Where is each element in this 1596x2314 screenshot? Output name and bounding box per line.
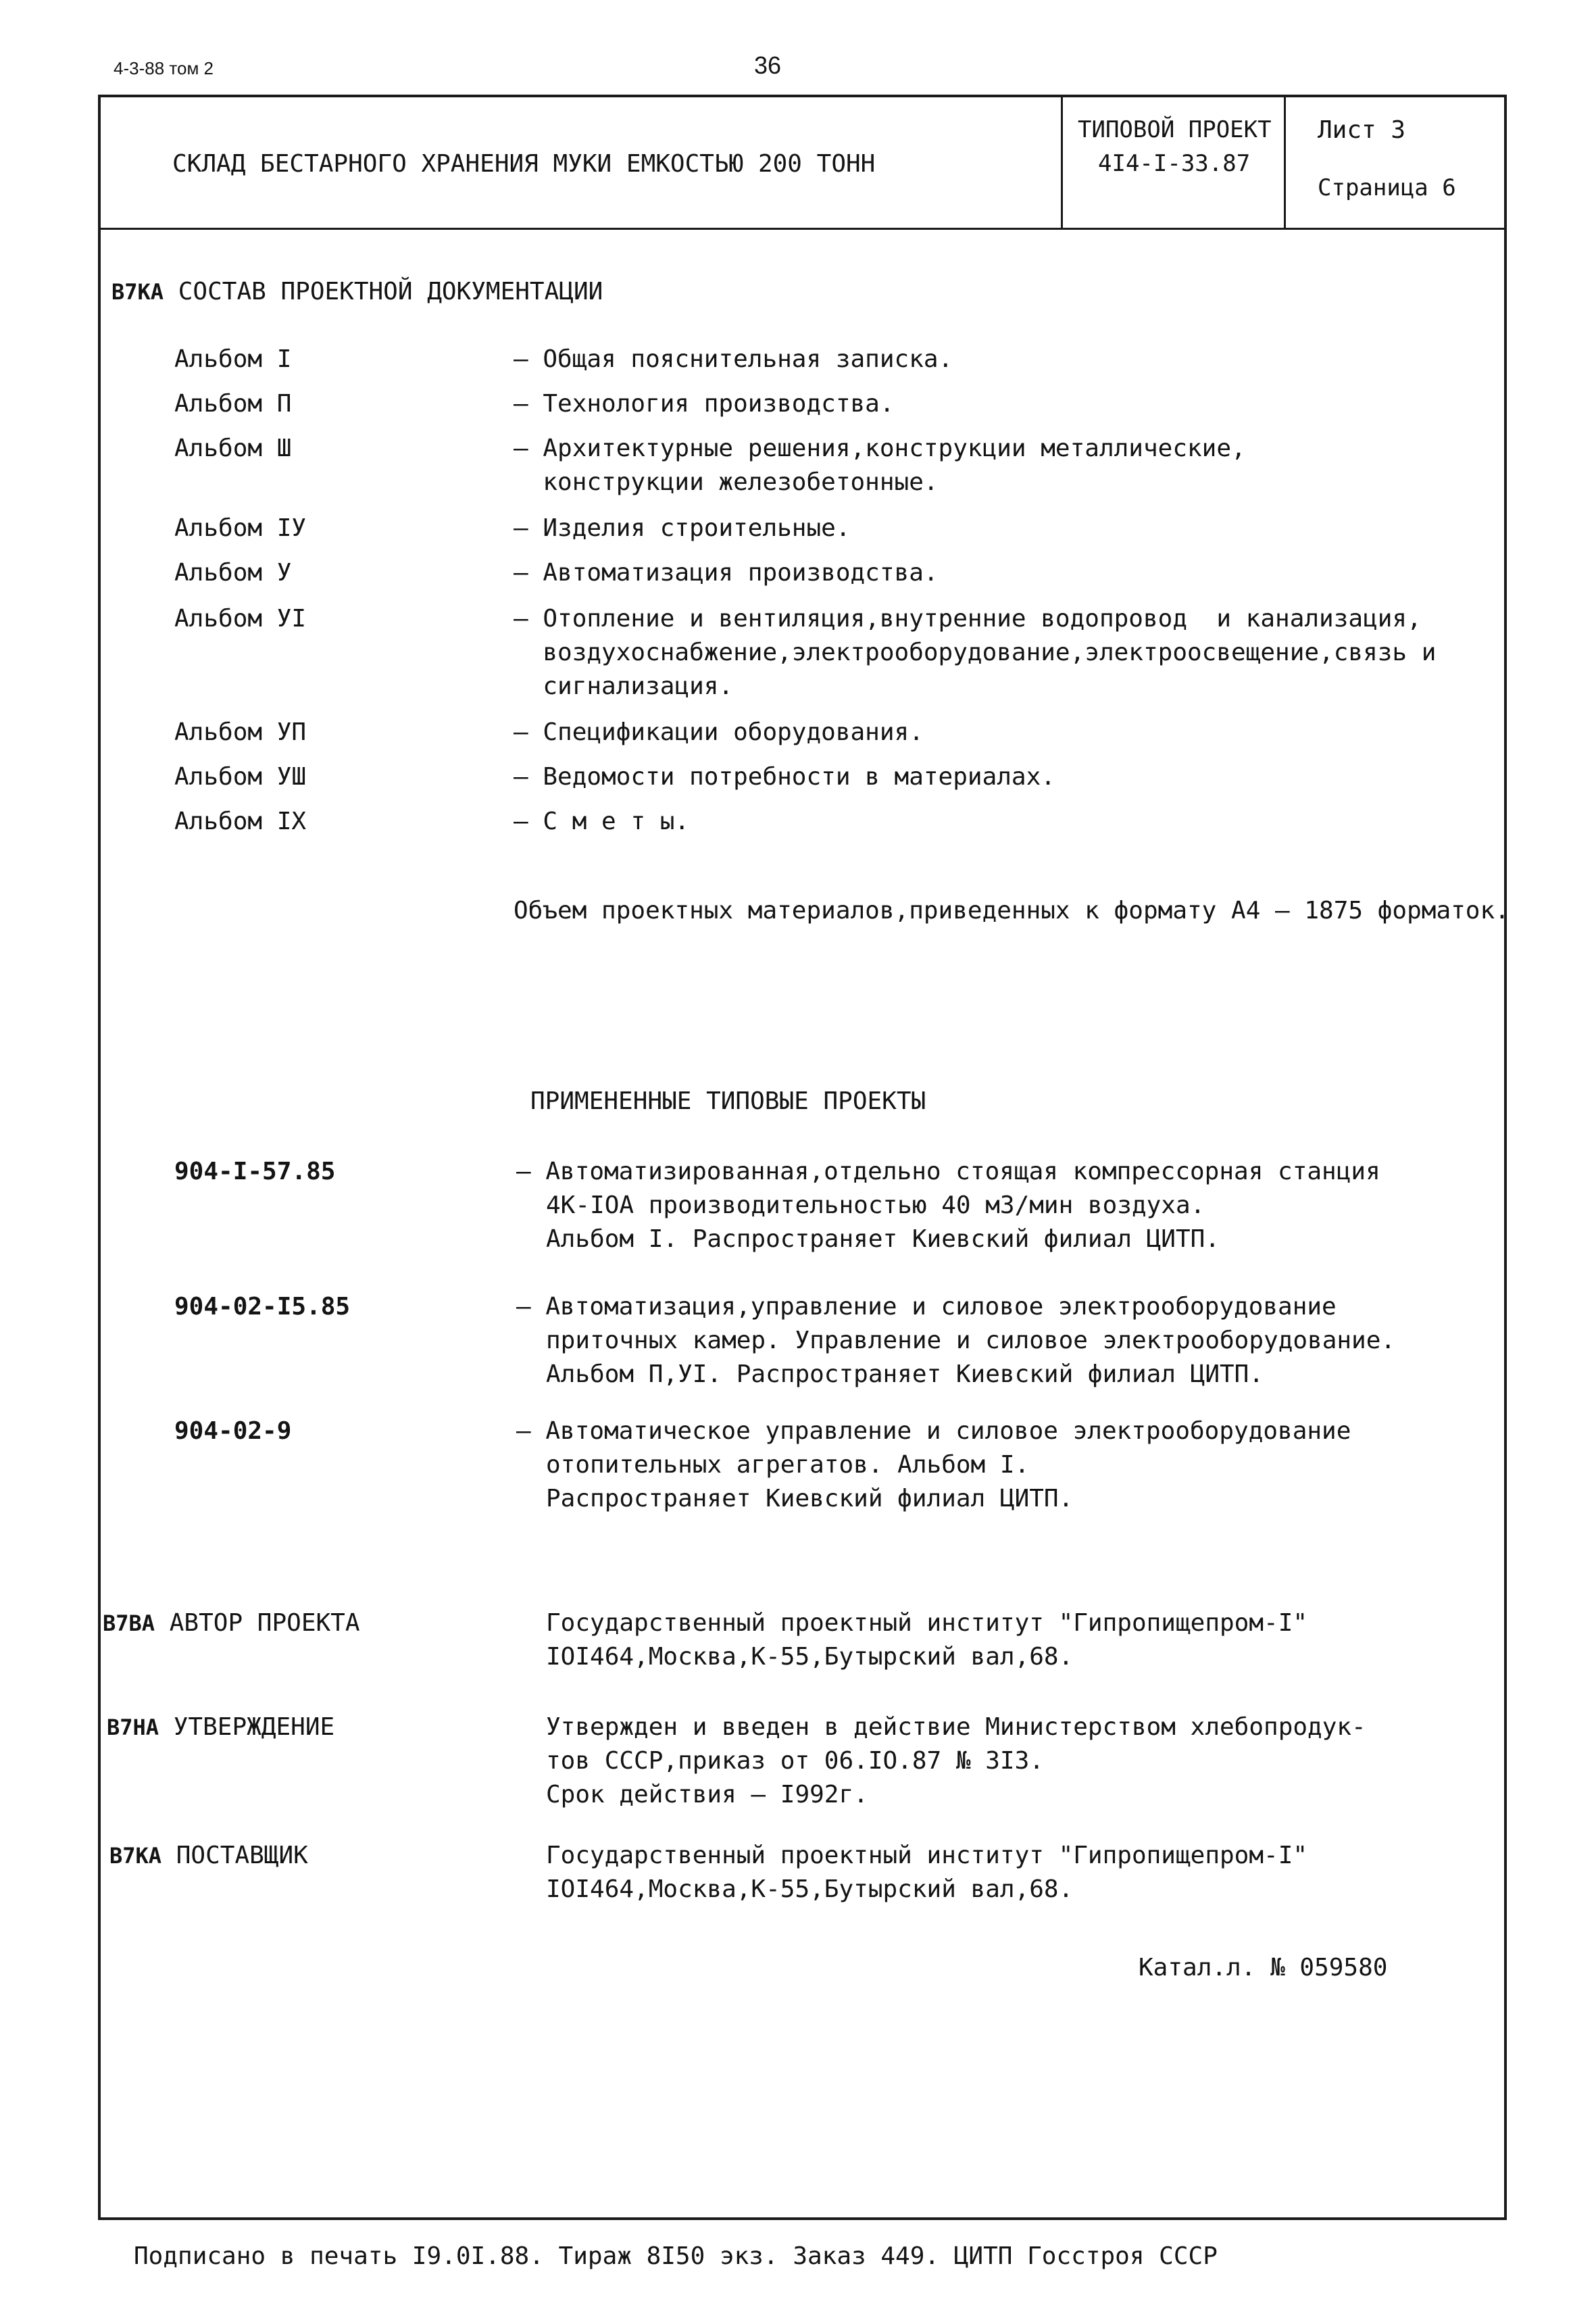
album-name: Альбом УI	[174, 605, 307, 633]
project-description: Альбом I. Распространяет Киевский филиал ЦИТП.	[546, 1225, 1220, 1253]
album-name: Альбом П	[174, 390, 292, 418]
project-code: 904-02-9	[174, 1417, 292, 1445]
author-line: Государственный проектный институт "Гипропищепром-I"	[546, 1609, 1308, 1637]
publication-info: Подписано в печать I9.0I.88. Тираж 8I50 экз. Заказ 449. ЦИТП Госстроя СССР	[134, 2242, 1218, 2270]
approval-heading	[107, 1711, 334, 1744]
section-title: УТВЕРЖДЕНИЕ	[173, 1713, 335, 1741]
document-title: СКЛАД БЕСТАРНОГО ХРАНЕНИЯ МУКИ ЕМКОСТЬЮ 200 ТОНН	[172, 150, 876, 178]
section-title: АВТОР ПРОЕКТА	[169, 1609, 360, 1637]
project-description: приточных камер. Управление и силовое электрооборудование.	[546, 1327, 1396, 1354]
album-description: – Отопление и вентиляция,внутренние водопровод и канализация,	[514, 605, 1422, 633]
supplier-line: IOI464,Москва,К-55,Бутырский вал,68.	[546, 1875, 1074, 1903]
album-name: Альбом I	[174, 345, 292, 373]
author-heading	[103, 1607, 360, 1640]
applied-projects-heading: ПРИМЕНЕННЫЕ ТИПОВЫЕ ПРОЕКТЫ	[530, 1087, 926, 1115]
title-block-divider	[1061, 95, 1063, 230]
album-description: воздухоснабжение,электрооборудование,электроосвещение,связь и	[514, 639, 1437, 666]
album-description: – Спецификации оборудования.	[514, 718, 924, 746]
composition-heading	[111, 276, 603, 308]
author-line: IOI464,Москва,К-55,Бутырский вал,68.	[546, 1643, 1074, 1671]
page-label: Страница 6	[1318, 174, 1456, 201]
project-code: 904-I-57.85	[174, 1158, 336, 1185]
approval-line: тов СССР,приказ от 06.IO.87 № 3I3.	[546, 1747, 1044, 1775]
album-name: Альбом Ш	[174, 435, 292, 462]
album-description: – Общая пояснительная записка.	[514, 345, 953, 373]
project-description: – Автоматическое управление и силовое электрооборудование	[516, 1417, 1351, 1445]
album-description: – Технология производства.	[514, 390, 895, 418]
supplier-heading	[109, 1840, 308, 1872]
album-description: – Изделия строительные.	[514, 514, 851, 542]
section-code: В7ВА	[103, 1610, 155, 1636]
album-description: – Ведомости потребности в материалах.	[514, 763, 1055, 791]
project-label: ТИПОВОЙ ПРОЕКТ	[1078, 116, 1272, 143]
album-name: Альбом У	[174, 559, 292, 587]
album-description: – Архитектурные решения,конструкции металлические,	[514, 435, 1246, 462]
album-name: Альбом УШ	[174, 763, 307, 791]
catalog-number: Катал.л. № 059580	[1139, 1954, 1388, 1981]
sheet-label: Лист 3	[1318, 116, 1406, 144]
project-code: 904-02-I5.85	[174, 1293, 351, 1321]
project-description: отопительных агрегатов. Альбом I.	[546, 1451, 1030, 1479]
approval-line: Срок действия – I992г.	[546, 1781, 868, 1808]
section-title: СОСТАВ ПРОЕКТНОЙ ДОКУМЕНТАЦИИ	[178, 278, 603, 305]
section-code: В7КА	[111, 279, 164, 305]
project-description: Распространяет Киевский филиал ЦИТП.	[546, 1485, 1074, 1512]
approval-line: Утвержден и введен в действие Министерством хлебопродук-	[546, 1713, 1366, 1741]
project-description: 4К-IOA производительностью 40 м3/мин воздуха.	[546, 1191, 1205, 1219]
page-number: 36	[754, 51, 782, 79]
album-description: сигнализация.	[514, 672, 734, 700]
volume-note: Объем проектных материалов,приведенных к формату А4 – 1875 форматок.	[514, 897, 1510, 925]
album-name: Альбом IУ	[174, 514, 307, 542]
project-description: – Автоматизация,управление и силовое электрооборудование	[516, 1293, 1337, 1321]
title-block-divider	[1284, 95, 1286, 230]
project-description: – Автоматизированная,отдельно стоящая компрессорная станция	[516, 1158, 1380, 1185]
volume-reference: 4-3-88 том 2	[114, 58, 214, 78]
album-description: конструкции железобетонные.	[514, 468, 939, 496]
supplier-line: Государственный проектный институт "Гипропищепром-I"	[546, 1842, 1308, 1869]
album-name: Альбом УП	[174, 718, 307, 746]
album-description: – Автоматизация производства.	[514, 559, 939, 587]
section-code: В7НА	[107, 1715, 159, 1740]
section-code: В7КА	[109, 1843, 162, 1869]
project-description: Альбом П,УI. Распространяет Киевский филиал ЦИТП.	[546, 1360, 1264, 1388]
section-title: ПОСТАВЩИК	[176, 1842, 308, 1869]
album-description: – С м е т ы.	[514, 808, 690, 835]
album-name: Альбом IX	[174, 808, 307, 835]
project-code: 4I4-I-33.87	[1098, 150, 1251, 177]
